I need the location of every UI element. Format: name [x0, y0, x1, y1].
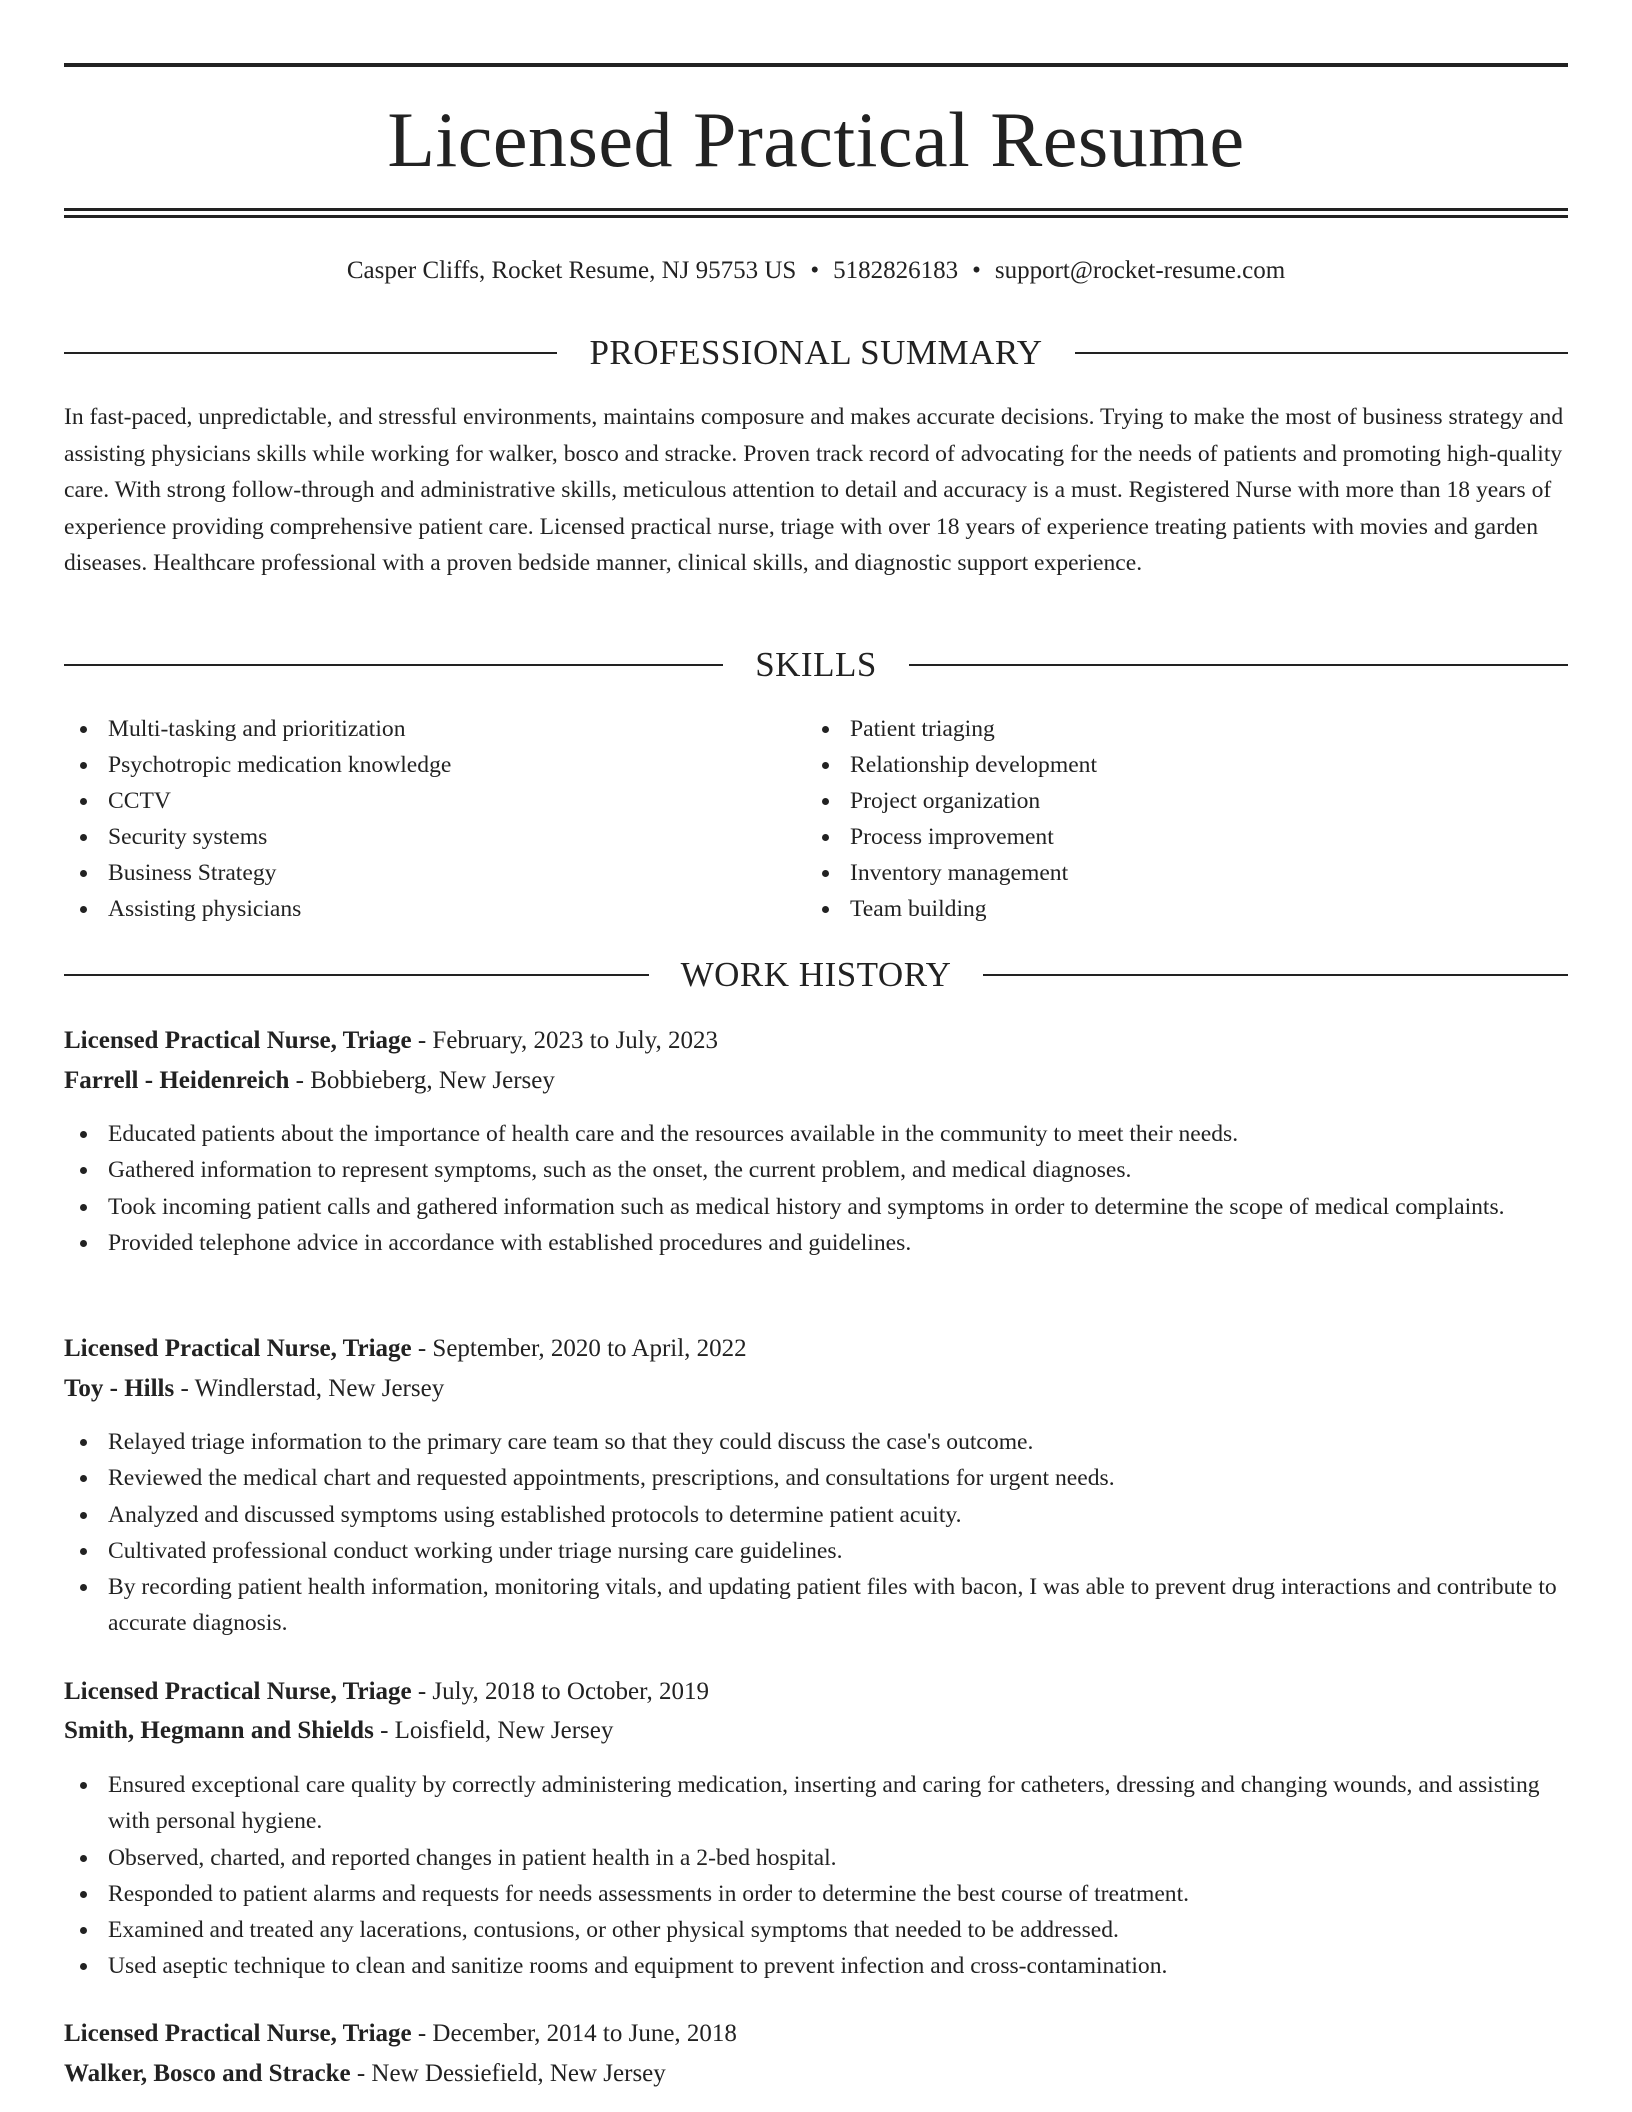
title-rule-lower	[64, 215, 1568, 218]
job-title-line	[64, 2017, 1568, 2051]
title-rule-upper	[64, 208, 1568, 211]
job-bullet: Examined and treated any lacerations, contusions, or other physical symptoms that needed to be addressed.	[64, 1912, 1568, 1948]
top-rule	[64, 63, 1568, 67]
job-company-line	[64, 1064, 1568, 1098]
skills-heading-label: SKILLS	[755, 645, 877, 684]
work-history-heading-label: WORK HISTORY	[680, 955, 952, 994]
contact-separator: •	[972, 257, 981, 284]
job-title: Licensed Practical Nurse, Triage	[64, 1027, 412, 1054]
heading-rule	[909, 664, 1568, 666]
job-bullet: Responded to patient alarms and requests for needs assessments in order to determine the best course of treatment.	[64, 1876, 1568, 1912]
resume-title: Licensed Practical Resume	[387, 96, 1245, 183]
job-company-line	[64, 1372, 1568, 1406]
heading-rule	[1075, 352, 1568, 354]
skill-item: Security systems	[64, 819, 806, 855]
skill-item: CCTV	[64, 783, 806, 819]
job-dates: - February, 2023 to July, 2023	[411, 1027, 719, 1054]
job-title: Licensed Practical Nurse, Triage	[64, 1335, 412, 1362]
job-location: - Windlerstad, New Jersey	[174, 1375, 445, 1402]
summary-heading	[64, 331, 1568, 375]
job-bullet: Cultivated professional conduct working under triage nursing care guidelines.	[64, 1533, 1568, 1569]
job-bullet: Analyzed and discussed symptoms using established protocols to determine patient acuity.	[64, 1497, 1568, 1533]
job-title-line	[64, 1675, 1568, 1709]
job-title-line	[64, 1024, 1568, 1058]
contact-separator: •	[810, 257, 820, 284]
job-bullet: Provided telephone advice in accordance with established procedures and guidelines.	[64, 1225, 1568, 1261]
job-company: Smith, Hegmann and Shields	[64, 1717, 374, 1744]
job-bullet: Observed, charted, and reported changes in patient health in a 2-bed hospital.	[64, 1840, 1568, 1876]
job-company-line	[64, 1714, 1568, 1748]
job-bullet: Ensured exceptional care quality by correctly administering medication, inserting and caring for catheters, dressing and changing wounds, and assisting with personal hygiene.	[64, 1767, 1568, 1840]
job-title: Licensed Practical Nurse, Triage	[64, 2020, 412, 2047]
contact-email[interactable]: support@rocket-resume.com	[994, 257, 1286, 284]
skills-list-left	[64, 711, 806, 927]
skills-list-right	[806, 711, 1568, 927]
job-company: Farrell - Heidenreich	[64, 1067, 290, 1094]
work-history-heading	[64, 953, 1568, 997]
skill-item: Psychotropic medication knowledge	[64, 747, 806, 783]
job-bullet: Reviewed the medical chart and requested appointments, prescriptions, and consultations for urgent needs.	[64, 1460, 1568, 1496]
job-company: Toy - Hills	[64, 1375, 175, 1402]
skill-item: Process improvement	[806, 819, 1568, 855]
skill-item: Team building	[806, 891, 1568, 927]
heading-rule	[983, 974, 1568, 976]
job-title: Licensed Practical Nurse, Triage	[64, 1678, 412, 1705]
job-location: - Bobbieberg, New Jersey	[289, 1067, 555, 1094]
skill-item: Relationship development	[806, 747, 1568, 783]
contact-line	[64, 255, 1568, 287]
skill-item: Assisting physicians	[64, 891, 806, 927]
job-location: - Loisfield, New Jersey	[373, 1717, 614, 1744]
job-location: - New Dessiefield, New Jersey	[350, 2060, 666, 2087]
skill-item: Business Strategy	[64, 855, 806, 891]
contact-address: Casper Cliffs, Rocket Resume, NJ 95753 US	[346, 257, 797, 284]
job-bullet: Educated patients about the importance of health care and the resources available in the community to meet their needs.	[64, 1116, 1568, 1152]
skill-item: Multi-tasking and prioritization	[64, 711, 806, 747]
summary-text: In fast-paced, unpredictable, and stressful environments, maintains composure and makes accurate decisions. Trying to make the most of business strategy and assisting physicians skills while working for walker, bosco and stracke. Proven track record of advocating for the needs of patients and promoting high-quality care. With strong follow-through and administrative skills, meticulous attention to detail and accuracy is a must. Registered Nurse with more than 18 years of experience providing comprehensive patient care. Licensed practical nurse, triage with over 18 years of experience treating patients with movies and garden diseases. Healthcare professional with a proven bedside manner, clinical skills, and diagnostic support experience.	[64, 404, 1564, 576]
summary-heading-label: PROFESSIONAL SUMMARY	[589, 333, 1043, 372]
skill-item: Project organization	[806, 783, 1568, 819]
job-bullet: Used aseptic technique to clean and sanitize rooms and equipment to prevent infection and cross-contamination.	[64, 1948, 1568, 1984]
job-bullet: By recording patient health information, monitoring vitals, and updating patient files with bacon, I was able to prevent drug interactions and contribute to accurate diagnosis.	[64, 1569, 1568, 1642]
job-bullets	[64, 1116, 1568, 1261]
skills-heading	[64, 643, 1568, 687]
job-company: Walker, Bosco and Stracke	[64, 2060, 351, 2087]
job-bullet: Relayed triage information to the primary care team so that they could discuss the case's outcome.	[64, 1424, 1568, 1460]
job-bullets	[64, 1424, 1568, 1642]
job-bullet: Gathered information to represent symptoms, such as the onset, the current problem, and medical diagnoses.	[64, 1152, 1568, 1188]
heading-rule	[64, 664, 723, 666]
skill-item: Inventory management	[806, 855, 1568, 891]
job-bullet: Took incoming patient calls and gathered information such as medical history and symptoms in order to determine the scope of medical complaints.	[64, 1189, 1568, 1225]
job-company-line	[64, 2057, 1568, 2091]
job-dates: - July, 2018 to October, 2019	[411, 1678, 709, 1705]
job-title-line	[64, 1332, 1568, 1366]
job-bullets	[64, 1767, 1568, 1985]
skill-item: Patient triaging	[806, 711, 1568, 747]
job-dates: - September, 2020 to April, 2022	[411, 1335, 747, 1362]
job-dates: - December, 2014 to June, 2018	[411, 2020, 737, 2047]
contact-phone: 5182826183	[833, 257, 959, 284]
heading-rule	[64, 974, 649, 976]
heading-rule	[64, 352, 557, 354]
